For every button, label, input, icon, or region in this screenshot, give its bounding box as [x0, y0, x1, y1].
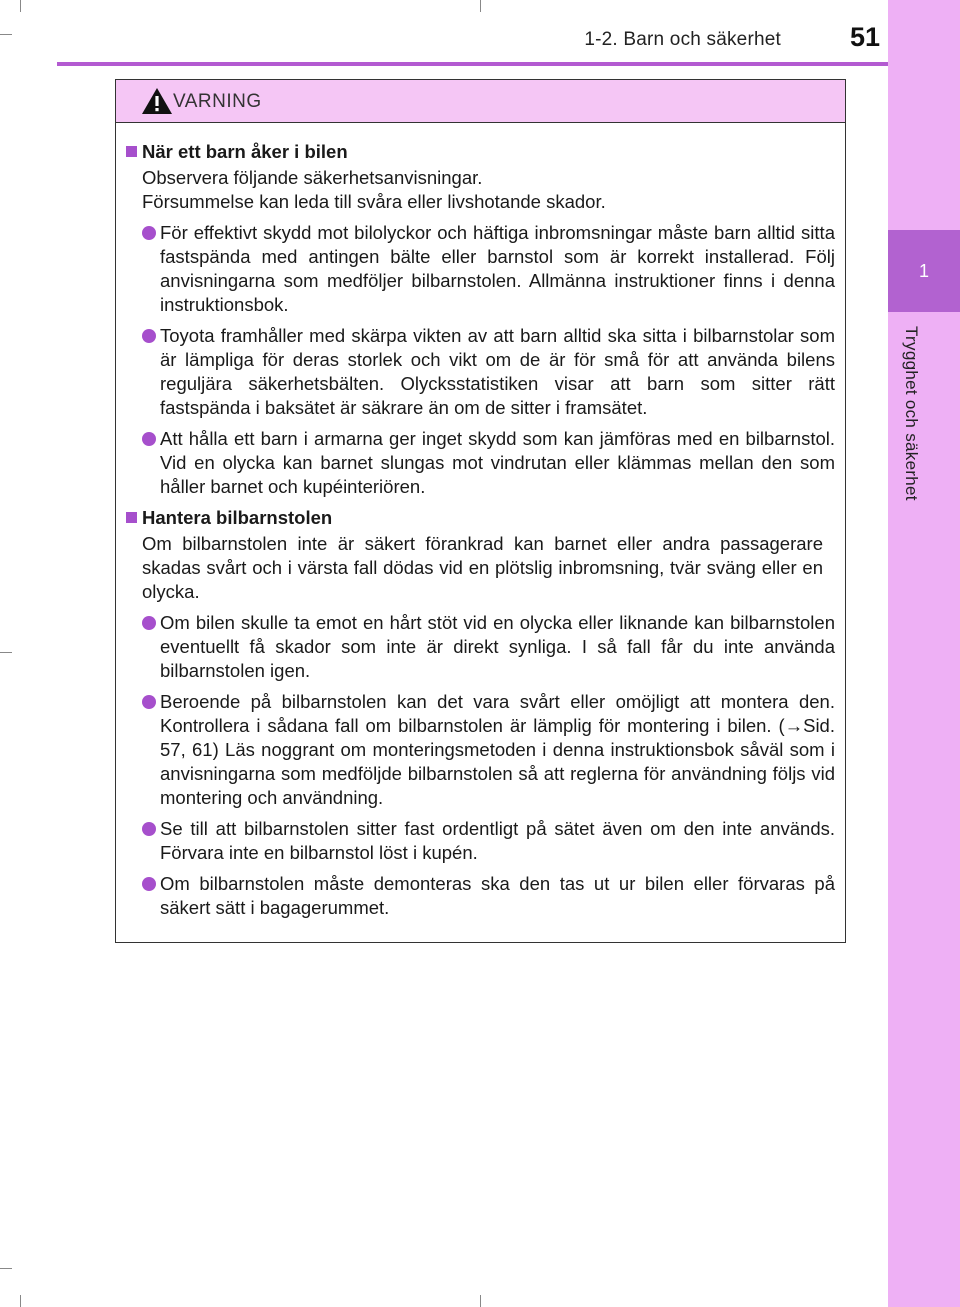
warning-title: VARNING: [173, 91, 262, 112]
page-number: 51: [849, 22, 880, 52]
bullet-text: Att hålla ett barn i armarna ger inget skydd som kan jämföras med en bilbarnstol. Vid en olycka kan barnet slungas mot vindrutan eller klämmas mellan den som håller barnet och kupéinteriören.: [160, 428, 835, 497]
warning-body: [116, 123, 845, 920]
crop-mark: [20, 0, 21, 12]
square-bullet-icon: [126, 512, 137, 523]
bullet-item: [126, 690, 835, 810]
circle-bullet-icon: [142, 877, 156, 891]
bullet-item: [126, 872, 835, 920]
crop-mark: [480, 0, 481, 12]
bullet-item: [126, 611, 835, 683]
circle-bullet-icon: [142, 822, 156, 836]
section-title: 1-2. Barn och säkerhet: [584, 29, 781, 50]
bullet-item: [126, 324, 835, 420]
section-intro: Om bilbarnstolen inte är säkert förankrad kan barnet eller andra passagerare skadas svårt och i värsta fall dödas vid en plötslig inbromsning, tvär sväng eller en olycka.: [142, 533, 823, 602]
chapter-tab-label: Trygghet och säkerhet: [902, 326, 921, 501]
bullet-item: [126, 221, 835, 317]
bullet-text: Se till att bilbarnstolen sitter fast ordentligt på sätet även om den inte används. Förvara inte en bilbarnstol löst i kupén.: [160, 818, 835, 863]
circle-bullet-icon: [142, 616, 156, 630]
header-rule: [57, 62, 888, 66]
square-bullet-icon: [126, 146, 137, 157]
bullet-text: Toyota framhåller med skärpa vikten av att barn alltid ska sitta i bilbarnstolar som är lämpliga för deras storlek och vikt om de är för små för att använda bilens reguljära säkerhetsbälten. Olycksstatistiken visar att barn som sitter rätt fastspända i baksätet är säkrare än om de sitter i framsätet.: [160, 325, 835, 418]
crop-mark: [480, 1295, 481, 1307]
chapter-tab: [888, 0, 960, 1307]
section-heading-text: När ett barn åker i bilen: [142, 141, 348, 162]
bullet-text: För effektivt skydd mot bilolyckor och häftiga inbromsningar måste barn alltid sitta fastspända med antingen bälte eller barnstol som är korrekt installerad. Följ anvisningarna som medföljer bilbarnstolen. Allmänna instruktioner finns i denna instruktionsbok.: [160, 222, 835, 315]
crop-mark: [0, 652, 12, 653]
bullet-item: [126, 427, 835, 499]
circle-bullet-icon: [142, 432, 156, 446]
circle-bullet-icon: [142, 329, 156, 343]
warning-header: [116, 80, 845, 123]
bullet-text: Om bilen skulle ta emot en hårt stöt vid en olycka eller liknande kan bilbarnstolen eventuellt få skador som inte är direkt synliga. I så fall får du inte använda bilbarnstolen igen.: [160, 612, 835, 681]
crop-mark: [0, 34, 12, 35]
crop-mark: [20, 1295, 21, 1307]
crop-mark: [0, 1268, 12, 1269]
bullet-item: [126, 817, 835, 865]
bullet-text: Om bilbarnstolen måste demonteras ska den tas ut ur bilen eller förvaras på säkert sätt i bagagerummet.: [160, 873, 835, 918]
warning-triangle-icon: [141, 86, 173, 116]
section-heading-text: Hantera bilbarnstolen: [142, 507, 333, 528]
section-heading: [126, 506, 835, 530]
chapter-tab-number[interactable]: 1: [888, 230, 960, 312]
section-heading: [126, 140, 835, 164]
circle-bullet-icon: [142, 695, 156, 709]
circle-bullet-icon: [142, 226, 156, 240]
section-intro: Observera följande säkerhetsanvisningar. Försummelse kan leda till svåra eller livshotande skador.: [142, 167, 606, 212]
bullet-text: Beroende på bilbarnstolen kan det vara svårt eller omöjligt att montera den. Kontrollera i sådana fall om bilbarnstolen är lämplig för montering i bilen. (→Sid. 57, 61) Läs noggrant om monteringsmetoden i denna instruktionsbok såväl som i anvisningarna som medföljde bilbarnstolen så att reglerna för användning följs vid montering och användning.: [160, 691, 835, 808]
warning-box: [115, 79, 846, 943]
